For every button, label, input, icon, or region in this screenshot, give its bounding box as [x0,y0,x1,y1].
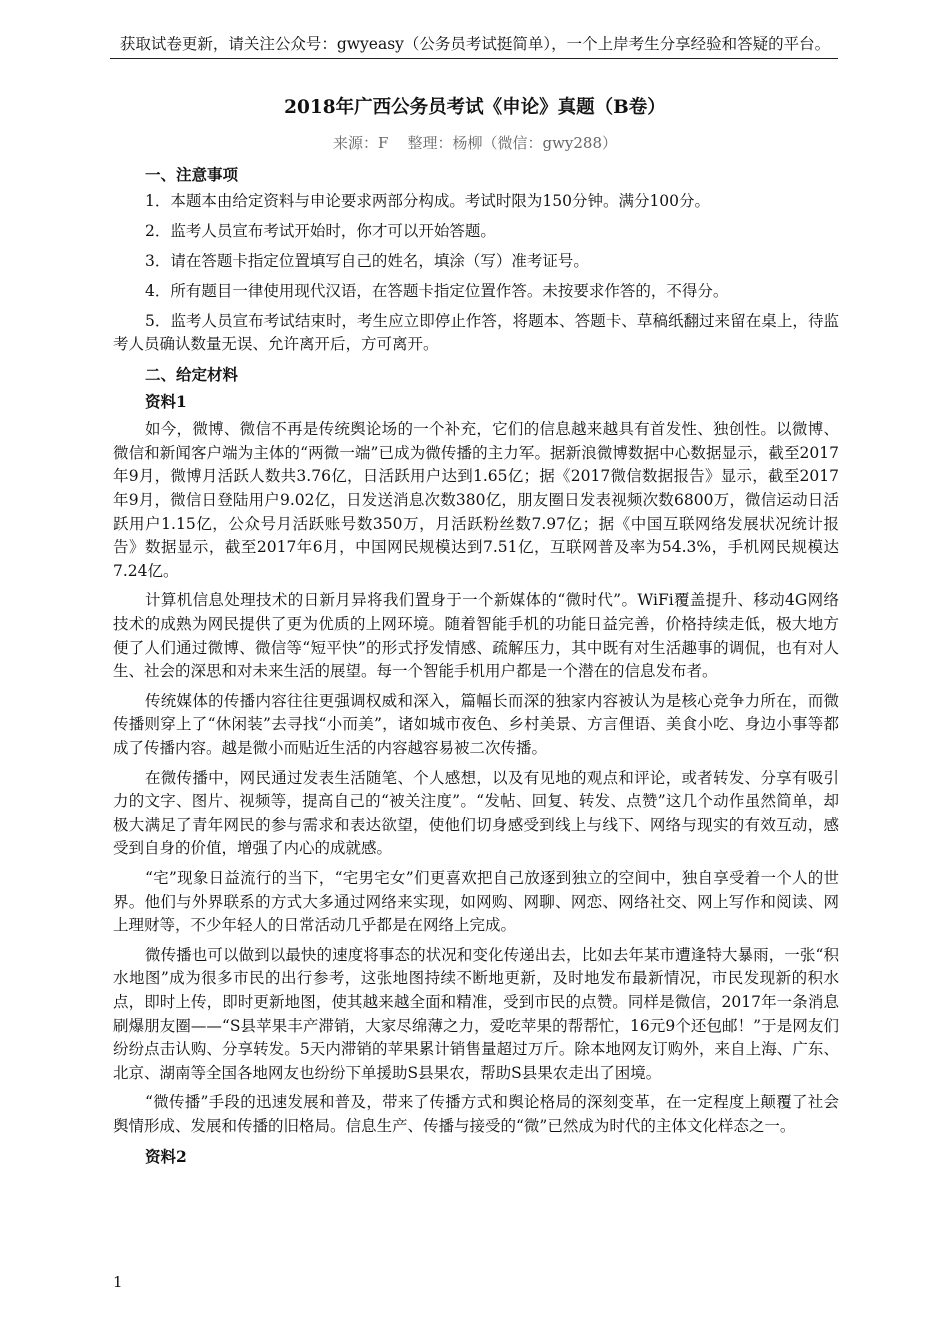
notice-item: 5．监考人员宣布考试结束时，考生应立即停止作答，将题本、答题卡、草稿纸翻过来留在桌上，待监考人员确认数量无误、允许离开后，方可离开。 [113,311,839,354]
notice-item: 2．监考人员宣布考试开始时，你才可以开始答题。 [145,221,496,240]
material-paragraph: “微传播”手段的迅速发展和普及，带来了传播方式和舆论格局的深刻变革，在一定程度上颠覆了社会舆情形成、发展和传播的旧格局。信息生产、传播与接受的“微”已然成为时代的主体文化样态之一。 [113,1093,839,1135]
header-divider [110,58,838,59]
material-paragraph: “宅”现象日益流行的当下，“宅男宅女”们更喜欢把自己放逐到独立的空间中，独自享受着一个人的世界。他们与外界联系的方式大多通过网络来实现，如网购、网聊、网恋、网络社交、网上写作和阅读、网上理财等，不少年轻人的日常活动几乎都是在网络上完成。 [113,868,839,935]
header-note: 获取试卷更新，请关注公众号：gwyeasy（公务员考试挺简单），一个上岸考生分享经验和答疑的平台。 [119,35,831,53]
source-line: 来源：F 整理：杨柳（微信：gwy288） [332,134,618,152]
material-paragraph: 计算机信息处理技术的日新月异将我们置身于一个新媒体的“微时代”。WiFi覆盖提升、移动4G网络技术的成熟为网民提供了更为优质的上网环境。随着智能手机的功能日益完善，价格持续走低，极大地方便了人们通过微博、微信等“短平快”的形式抒发情感、疏解压力，其中既有对生活趣事的调侃，也有对人生、社会的深思和对未来生活的展望。每一个智能手机用户都是一个潜在的信息发布者。 [113,591,839,681]
page-number: 1 [113,1273,123,1291]
section-heading-notes: 一、注意事项 [145,165,239,184]
material-paragraph: 传统媒体的传播内容往往更强调权威和深入，篇幅长而深的独家内容被认为是核心竞争力所在，而微传播则穿上了“休闲装”去寻找“小而美”，诸如城市夜色、乡村美景、方言俚语、美食小吃、身边小事等都成了传播内容。越是微小而贴近生活的内容越容易被二次传播。 [113,691,839,758]
document-body [113,160,839,1173]
material-paragraph: 在微传播中，网民通过发表生活随笔、个人感想，以及有见地的观点和评论，或者转发、分享有吸引力的文字、图片、视频等，提高自己的“被关注度”。“发帖、回复、转发、点赞”这几个动作虽然简单，却极大满足了青年网民的参与需求和表达欲望，使他们切身感受到线上与线下、网络与现实的有效互动，感受到自身的价值，增强了内心的成就感。 [113,768,839,858]
section-heading-materials: 二、给定材料 [145,365,239,385]
material-paragraph: 如今，微博、微信不再是传统舆论场的一个补充，它们的信息越来越具有首发性、独创性。以微博、微信和新闻客户端为主体的“两微一端”已成为微传播的主力军。据新浪微博数据中心数据显示，截至2017年9月，微博月活跃人数共3.76亿，日活跃用户达到1.65亿；据《2017微信数据报告》显示，截至2017年9月，微信日登陆用户9.02亿，日发送消息次数380亿，朋友圈日发表视频次数6800万，微信运动日活跃用户1.15亿，公众号月活跃账号数350万，月活跃粉丝数7.97亿；据《中国互联网络发展状况统计报告》数据显示，截至2017年6月，中国网民规模达到7.51亿，互联网普及率为54.3%，手机网民规模达7.24亿。 [113,420,839,580]
material-1-heading: 资料1 [145,391,187,411]
material-paragraph: 微传播也可以做到以最快的速度将事态的状况和变化传递出去，比如去年某市遭逢特大暴雨，一张“积水地图”成为很多市民的出行参考，这张地图持续不断地更新，及时地发布最新情况，市民发现新的积水点，即时上传，即时更新地图，使其越来越全面和精准，受到市民的点赞。同样是微信，2017年一条消息刷爆朋友圈——“S县苹果丰产滞销，大家尽绵薄之力，爱吃苹果的帮帮忙，16元9个还包邮！”于是网友们纷纷点击认购、分享转发。5天内滞销的苹果累计销售量超过万斤。除本地网友订购外，来自上海、广东、北京、湖南等全国各地网友也纷纷下单援助S县果农，帮助S县果农走出了困境。 [113,945,839,1082]
document-title: 2018年广西公务员考试《申论》真题（B卷） [284,97,666,118]
notice-item: 1．本题本由给定资料与申论要求两部分构成。考试时限为150分钟。满分100分。 [145,191,711,210]
notice-item: 3．请在答题卡指定位置填写自己的姓名，填涂（写）准考证号。 [145,251,589,270]
notice-item: 4．所有题目一律使用现代汉语，在答题卡指定位置作答。未按要求作答的，不得分。 [145,281,729,300]
material-2-heading: 资料2 [145,1146,187,1166]
